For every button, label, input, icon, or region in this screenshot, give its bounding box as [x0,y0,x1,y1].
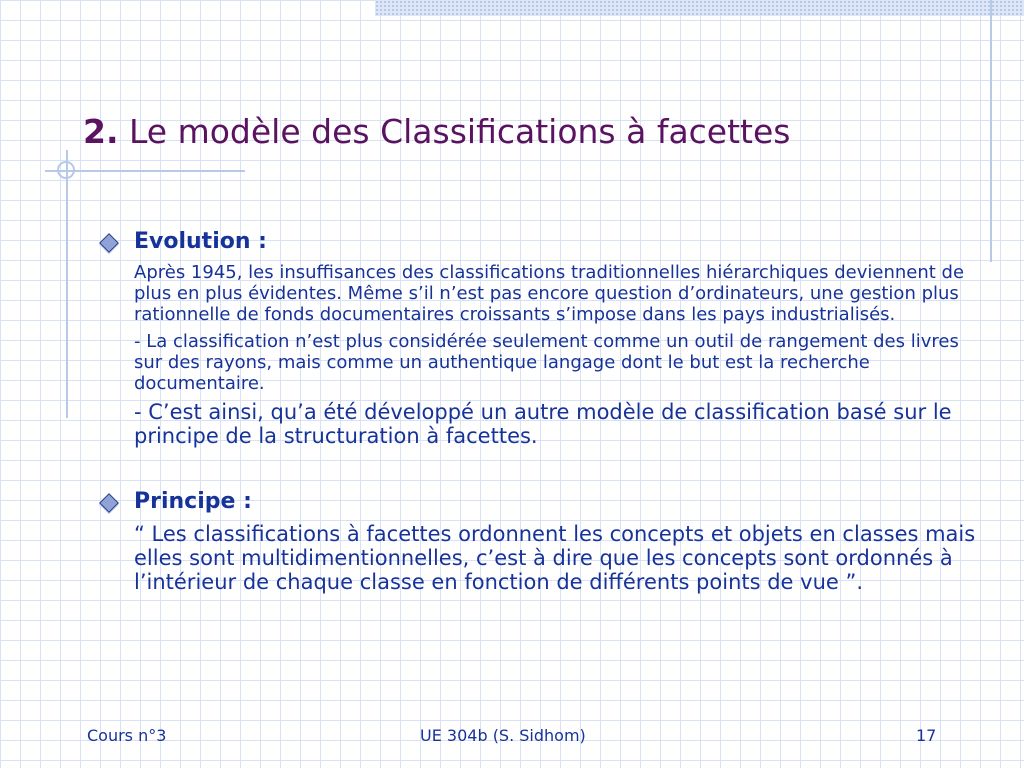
title-text: Le modèle des Classifications à facettes [129,112,791,151]
top-dotted-band [375,0,1024,16]
diamond-bullet-icon [99,233,119,253]
title-number: 2. [83,112,119,151]
footer-page-number: 17 [916,726,937,745]
diamond-bullet-icon [99,493,119,513]
section-evolution [96,228,988,448]
footer-course: Cours n°3 [87,726,167,745]
evolution-paragraph-1: Après 1945, les insuffisances des classifications traditionnelles hiérarchiques deviennent de plus en plus évidentes. Même s’il n’est pas encore question d’ordinateurs, une gestion plus rationnelle de fonds documentaires croissants s’impose dans les pays industrialisés. [134,262,965,325]
section-heading-evolution: Evolution : [134,229,267,254]
title-underline-rule [45,170,245,172]
footer-center: UE 304b (S. Sidhom) [420,726,586,745]
principe-paragraph-1: “ Les classifications à facettes ordonnent les concepts et objets en classes mais elles sont multidimentionnelles, c’est à dire que les concepts sont ordonnés à l’intérieur de chaque classe en fonction de différents points de vue ”. [134,522,976,594]
evolution-paragraph-3: - C’est ainsi, qu’a été développé un autre modèle de classification basé sur le principe de la structuration à facettes. [134,400,952,448]
slide-body [96,228,988,600]
section-principe [96,488,988,594]
evolution-paragraph-2: - La classification n’est plus considérée seulement comme un outil de rangement des livres sur des rayons, mais comme un authentique langage dont le but est la recherche documentaire. [134,331,959,394]
right-vertical-rule [990,0,992,262]
slide-title [83,112,790,151]
left-vertical-rule [66,150,68,418]
crosshair-ring-icon [57,161,75,179]
section-heading-principe: Principe : [134,489,252,514]
section-spacer [96,454,988,488]
